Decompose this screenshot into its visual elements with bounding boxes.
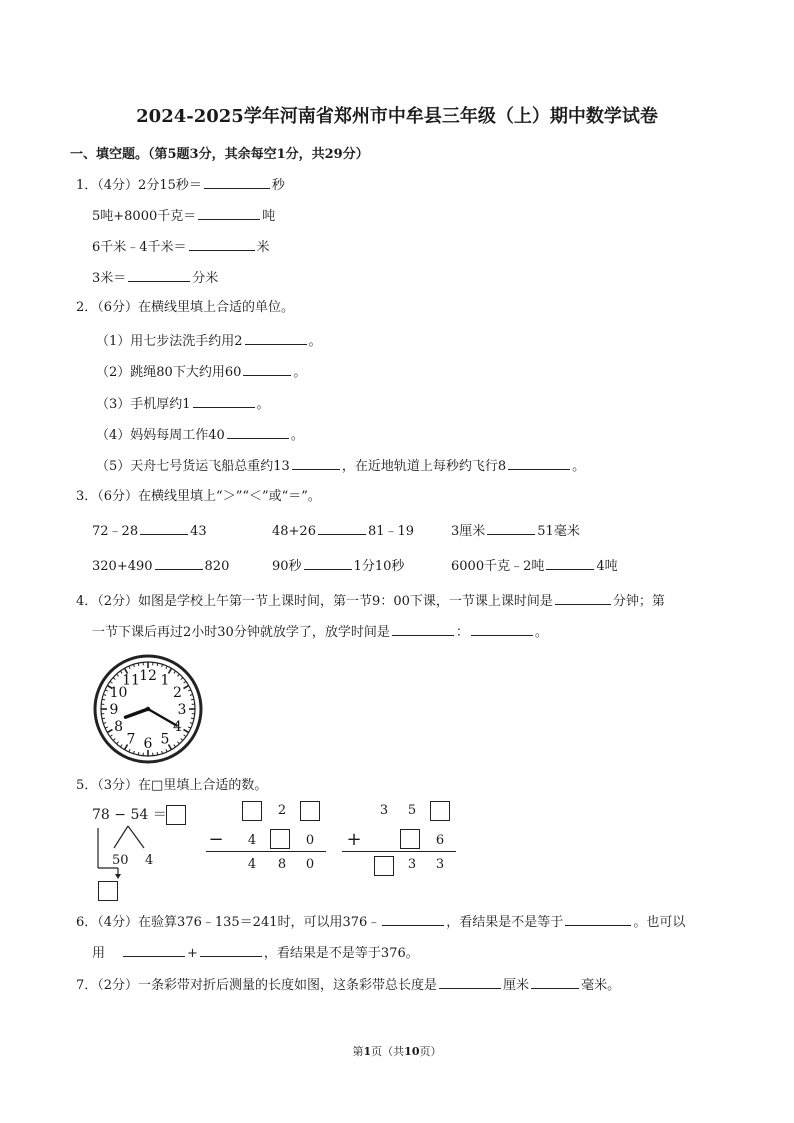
clock-tick [177,742,179,744]
clock-tick [110,735,112,737]
digit: 3 [407,857,417,872]
compare-item: 6000千克﹣2吨 4吨 [451,556,618,576]
question-5-stem: 5．（3分）在□里填上合适的数。 [76,778,268,793]
answer-box[interactable] [430,801,450,821]
clock-tick [174,671,176,673]
compare-item: 90秒 1分10秒 [272,556,404,576]
clock-number: 11 [122,672,140,689]
answer-box[interactable] [374,856,394,876]
split-diagram [92,820,162,880]
digit: 8 [277,857,287,872]
compare-item: 320+490 820 [92,556,229,576]
clock-tick [103,723,106,724]
divider-line [342,851,456,852]
answer-blank[interactable] [292,456,340,470]
clock-number: 1 [160,672,170,689]
answer-blank[interactable] [487,521,535,535]
clock-number: 2 [172,685,182,701]
clock-tick [110,681,112,683]
answer-blank[interactable] [198,206,260,220]
answer-blank[interactable] [382,912,444,926]
answer-blank[interactable] [189,237,255,251]
clock-tick [191,718,194,719]
digit: 4 [247,833,257,848]
clock-tick [166,749,167,752]
answer-blank[interactable] [392,622,454,636]
answer-blank[interactable] [140,521,188,535]
answer-blank[interactable] [546,556,594,570]
clock-tick [181,738,183,740]
clock-tick [102,699,105,700]
answer-blank[interactable] [200,943,262,957]
clock-tick [166,666,167,669]
clock-tick [157,752,158,755]
compare-item: 72﹣28 43 [92,521,207,541]
split-part: 4 [145,853,154,868]
page-total: 10 [404,1045,420,1058]
question-1-line-2: 5吨+8000千克＝ 吨 [92,206,275,226]
answer-blank[interactable] [227,425,289,439]
question-2-item-5: （5）天舟七号货运飞船总重约13 ，在近地轨道上每秒约飞行8 。 [96,456,585,476]
page-footer: 第1页（共10页） [352,1045,442,1058]
clock-number: 3 [177,702,187,718]
digit: 4 [247,857,257,872]
clock-tick [157,663,158,666]
question-6-line-2: 用 + ，看结果是不是等于376。 [92,943,419,963]
clock-tick [129,666,130,669]
answer-box[interactable] [98,881,118,901]
clock-tick [162,751,163,754]
question-3-stem: 3．（6分）在横线里填上“＞”“＜”或“＝”。 [76,489,321,504]
page-title: 2024-2025学年河南省郑州市中牟县三年级（上）期中数学试卷 [136,106,658,127]
clock-hour-hand [125,709,148,717]
clock-tick [103,694,106,695]
digit: 5 [407,803,417,818]
question-4-line-2: 一节下课后再过2小时30分钟就放学了，放学时间是 ： 。 [92,622,548,642]
clock-number: 9 [109,702,119,718]
answer-blank[interactable] [471,622,533,636]
answer-box[interactable] [242,801,262,821]
clock-number: 7 [126,731,136,748]
minus-sign: − [208,829,224,850]
question-1-line-3: 6千米﹣4千米＝ 米 [92,237,270,257]
digit: 3 [435,857,445,872]
answer-box[interactable] [270,829,290,849]
split-part: 50 [112,853,129,868]
compare-item: 3厘米 51毫米 [451,521,580,541]
clock-tick [177,674,179,676]
clock-number: 10 [109,685,128,701]
answer-box[interactable] [166,805,186,825]
answer-blank[interactable] [193,394,255,408]
clock-center [146,707,150,711]
question-2-item-4: （4）妈妈每周工作40 。 [96,425,304,445]
clock-tick [138,663,139,666]
answer-blank[interactable] [155,556,203,570]
clock-tick [174,745,176,747]
clock-tick [184,730,189,733]
clock-figure [92,653,204,765]
question-number: 1．（4分） [76,178,139,193]
answer-blank[interactable] [508,456,570,470]
answer-blank[interactable] [565,912,631,926]
clock-tick [188,727,191,728]
digit: 6 [435,833,445,848]
question-2-item-3: （3）手机厚约1 。 [96,394,270,414]
clock-tick [107,730,112,733]
clock-tick [102,718,105,719]
page-number: 1 [363,1045,372,1058]
clock-tick [188,690,191,691]
clock-tick [117,674,119,676]
answer-blank[interactable] [245,331,307,345]
divider-line [206,851,326,852]
answer-blank[interactable] [128,268,190,282]
clock-tick [184,681,186,683]
clock-tick [191,699,194,700]
clock-tick [117,742,119,744]
clock-tick [162,664,163,667]
clock-number: 6 [143,736,153,752]
clock-tick [129,749,130,752]
digit: 0 [305,857,315,872]
question-2-item-2: （2）跳绳80下大约用60 。 [96,362,306,382]
question-1-line-4: 3米＝ 分米 [92,268,218,288]
answer-blank[interactable] [304,556,352,570]
question-2-stem: 2．（6分）在横线里填上合适的单位。 [76,300,295,315]
answer-blank[interactable] [318,521,366,535]
clock-tick [113,678,115,680]
answer-blank[interactable] [243,362,291,376]
answer-box[interactable] [400,829,420,849]
clock-minute-hand [148,709,177,726]
clock-tick [105,727,108,728]
digit: 2 [277,803,287,818]
question-1-line-1: 1．（4分）2分15秒＝ 秒 [76,175,285,195]
clock-tick [190,723,193,724]
question-7: 7．（2分）一条彩带对折后测量的长度如图，这条彩带总长度是 厘米 毫米。 [76,975,620,995]
compare-item: 48+26 81﹣19 [272,521,414,541]
answer-blank[interactable] [439,975,501,989]
answer-blank[interactable] [555,591,611,605]
answer-blank[interactable] [123,943,185,957]
clock-tick [184,735,186,737]
question-4-line-1: 4．（2分）如图是学校上午第一节上课时间，第一节9：00下课，一节课上课时间是 分钟；第 [76,591,665,611]
answer-box[interactable] [300,801,320,821]
clock-tick [113,738,115,740]
answer-blank[interactable] [204,175,270,189]
clock-tick [181,678,183,680]
clock-tick [133,664,134,667]
clock-number: 5 [160,731,170,748]
plus-sign: + [346,829,362,850]
digit: 3 [379,803,389,818]
clock-number: 12 [139,668,157,684]
clock-tick [120,745,122,747]
question-2-item-1: （1）用七步法洗手约用2 。 [96,331,322,351]
clock-tick [138,752,139,755]
clock-number: 8 [114,719,124,735]
clock-tick [190,694,193,695]
section-heading: 一、填空题。（第5题3分，其余每空1分，共29分） [70,147,369,162]
question-6-line-1: 6．（4分）在验算376﹣135＝241时，可以用376﹣ ，看结果是不是等于 。也可以 [76,912,685,932]
clock-tick [133,751,134,754]
clock-number: 4 [172,719,182,735]
split-expression: 78 − 54 ＝ [92,807,167,823]
answer-blank[interactable] [531,975,579,989]
digit: 0 [305,833,315,848]
clock-tick [105,690,108,691]
clock-tick [184,686,189,689]
